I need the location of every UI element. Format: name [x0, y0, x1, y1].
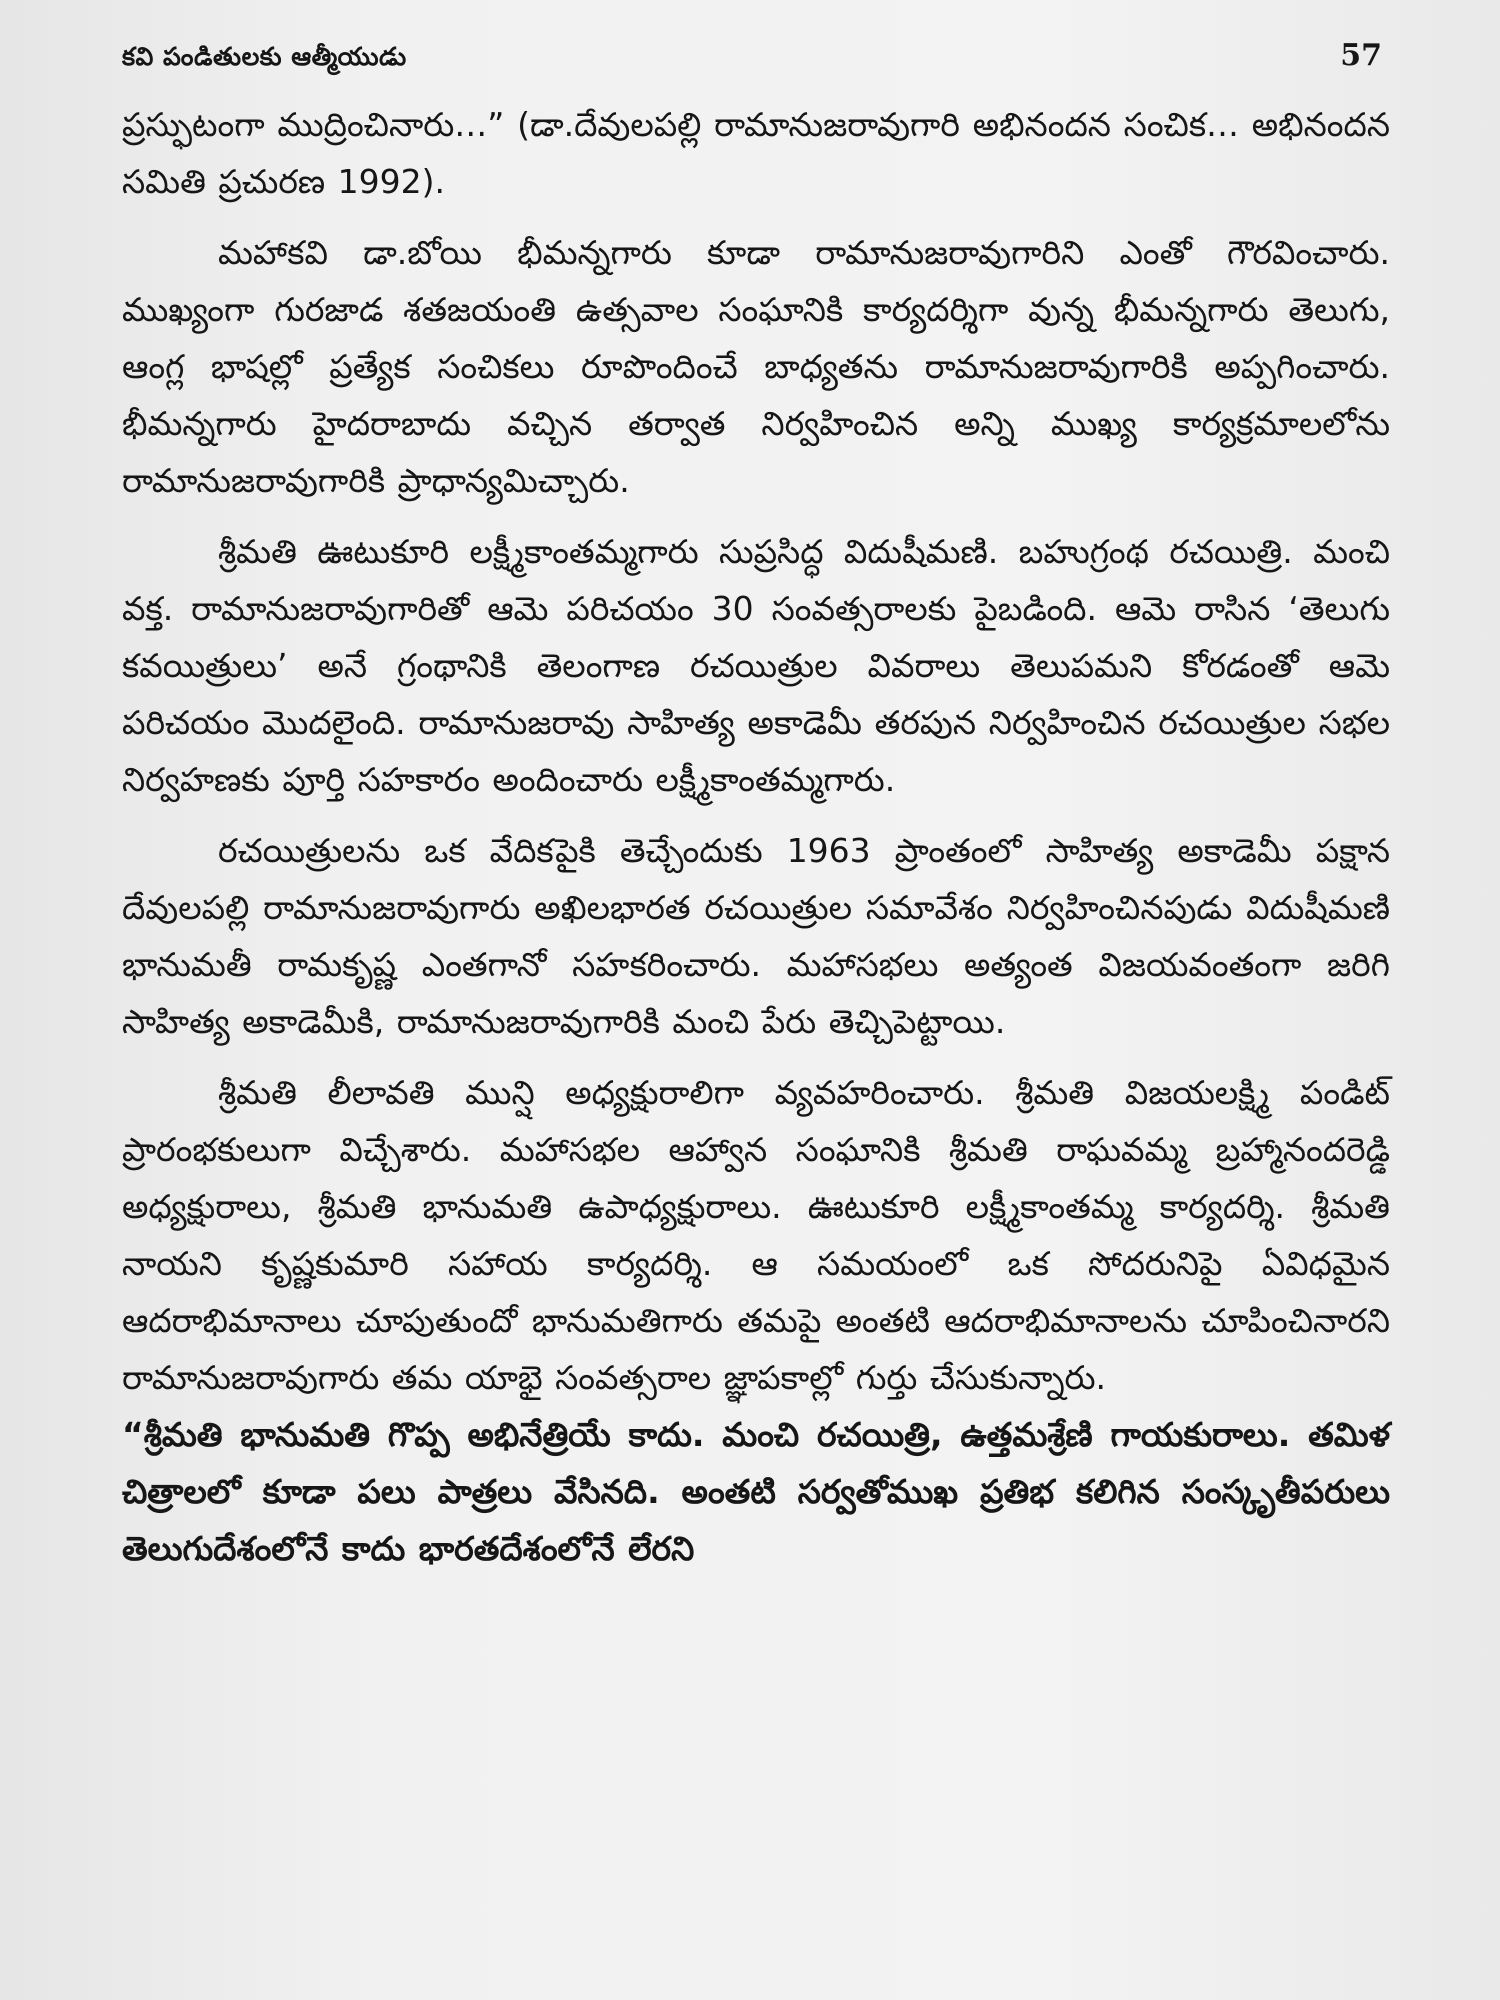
paragraph-citation: ప్రస్ఫుటంగా ముద్రించినారు…” (డా.దేవులపల్లి రామానుజరావుగారి అభినందన సంచిక… అభినందన సమితి ప్రచురణ 1992).	[122, 105, 1390, 201]
page-number: 57	[1340, 38, 1382, 73]
paragraph-bhimanna: మహాకవి డా.బోయి భీమన్నగారు కూడా రామానుజరావుగారిని ఎంతో గౌరవించారు. ముఖ్యంగా గురజాడ శతజయంతి ఉత్సవాల సంఘానికి కార్యదర్శిగా వున్న భీమన్నగారు తెలుగు, ఆంగ్ల భాషల్లో ప్రత్యేక సంచికలు రూపొందించే బాధ్యతను రామానుజరావుగారికి అప్పగించారు. భీమన్నగారు హైదరాబాదు వచ్చిన తర్వాత నిర్వహించిన అన్ని ముఖ్య కార్యక్రమాలలోను రామానుజరావుగారికి ప్రాధాన్యమిచ్చారు.	[122, 233, 1390, 500]
paragraph-conference-officials: శ్రీమతి లీలావతి మున్షి అధ్యక్షురాలిగా వ్యవహరించారు. శ్రీమతి విజయలక్ష్మి పండిట్ ప్రారంభకులుగా విచ్చేశారు. మహాసభల ఆహ్వాన సంఘానికి శ్రీమతి రాఘవమ్మ బ్రహ్మానందరెడ్డి అధ్యక్షురాలు, శ్రీమతి భానుమతి ఉపాధ్యక్షురాలు. ఊటుకూరి లక్ష్మీకాంతమ్మ కార్యదర్శి. శ్రీమతి నాయని కృష్ణకుమారి సహాయ కార్యదర్శి. ఆ సమయంలో ఒక సోదరునిపై ఏవిధమైన ఆదరాభిమానాలు చూపుతుందో భానుమతిగారు తమపై అంతటి ఆదరాభిమానాలను చూపించినారని రామానుజరావుగారు తమ యాభై సంవత్సరాల జ్ఞాపకాల్లో గుర్తు చేసుకున్నారు.	[122, 1073, 1390, 1397]
paragraph-bhanumathi-quote: “శ్రీమతి భానుమతి గొప్ప అభినేత్రియే కాదు. మంచి రచయిత్రి, ఉత్తమశ్రేణి గాయకురాలు. తమిళ చిత్రాలలో కూడా పలు పాత్రలు వేసినది. అంతటి సర్వతోముఖ ప్రతిభ కలిగిన సంస్కృతీపరులు తెలుగుదేశంలోనే కాదు భారతదేశంలోనే లేరని	[122, 1415, 1390, 1568]
paragraph-writers-conference: రచయిత్రులను ఒక వేదికపైకి తెచ్చేందుకు 1963 ప్రాంతంలో సాహిత్య అకాడెమీ పక్షాన దేవులపల్లి రామానుజరావుగారు అఖిలభారత రచయిత్రుల సమావేశం నిర్వహించినపుడు విదుషీమణి భానుమతీ రామకృష్ణ ఎంతగానో సహకరించారు. మహాసభలు అత్యంత విజయవంతంగా జరిగి సాహిత్య అకాడెమీకి, రామానుజరావుగారికి మంచి పేరు తెచ్చిపెట్టాయి.	[122, 831, 1390, 1041]
paragraph-lakshmikantamma: శ్రీమతి ఊటుకూరి లక్ష్మీకాంతమ్మగారు సుప్రసిద్ధ విదుషీమణి. బహుగ్రంథ రచయిత్రి. మంచి వక్త. రామానుజరావుగారితో ఆమె పరిచయం 30 సంవత్సరాలకు పైబడింది. ఆమె రాసిన ‘తెలుగు కవయిత్రులు’ అనే గ్రంథానికి తెలంగాణ రచయిత్రుల వివరాలు తెలుపమని కోరడంతో ఆమె పరిచయం మొదలైంది. రామానుజరావు సాహిత్య అకాడెమీ తరపున నిర్వహించిన రచయిత్రుల సభల నిర్వహణకు పూర్తి సహకారం అందించారు లక్ష్మీకాంతమ్మగారు.	[122, 532, 1390, 799]
chapter-title: కవి పండితులకు ఆత్మీయుడు	[122, 42, 407, 71]
running-header	[122, 38, 1390, 96]
